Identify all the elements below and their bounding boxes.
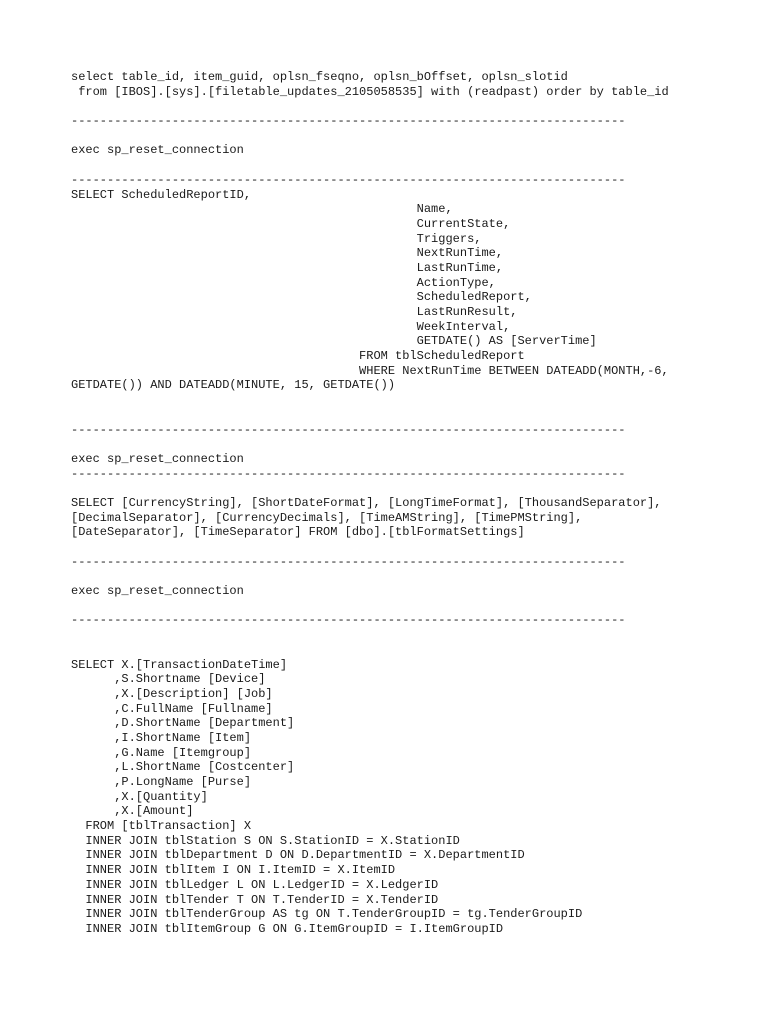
query3-line3: [DateSeparator], [TimeSeparator] FROM [dbo].[tblFormatSettings] [71, 525, 525, 540]
query2-where-continuation: GETDATE()) AND DATEADD(MINUTE, 15, GETDATE()) [71, 378, 396, 393]
query4-join-line: INNER JOIN tblStation S ON S.StationID = X.StationID [71, 833, 460, 848]
query2-column-line: LastRunTime, [71, 260, 504, 275]
blank-line [71, 599, 761, 614]
query1-line1: select table_id, item_guid, oplsn_fseqno, oplsn_bOffset, oplsn_slotid [71, 70, 568, 84]
query2-select-line: SELECT ScheduledReportID, [71, 187, 252, 202]
query2-column-line: WeekInterval, [71, 319, 511, 334]
query4-from-line: FROM [tblTransaction] X [71, 819, 252, 834]
blank-line [71, 99, 761, 114]
query2-column-line: LastRunResult, [71, 305, 518, 319]
separator-line: ----------------------------------------------------------------------------- [71, 613, 626, 628]
query4-column-line: ,X.[Quantity] [71, 789, 208, 804]
blank-line [71, 393, 761, 408]
query4-column-line: ,S.Shortname [Device] [71, 672, 266, 687]
separator-line: ----------------------------------------------------------------------------- [71, 114, 626, 129]
reset-connection-line: exec sp_reset_connection [71, 584, 244, 599]
query4-join-line: INNER JOIN tblDepartment D ON D.DepartmentID = X.DepartmentID [71, 848, 525, 863]
query4-column-line: ,X.[Amount] [71, 804, 194, 819]
blank-line [71, 643, 761, 658]
blank-line [71, 158, 761, 173]
query3-line2: [DecimalSeparator], [CurrencyDecimals], [TimeAMString], [TimePMString], [71, 510, 583, 525]
query4-column-line: ,C.FullName [Fullname] [71, 701, 273, 716]
query4-select-line: SELECT X.[TransactionDateTime] [71, 657, 288, 672]
blank-line [71, 540, 761, 555]
separator-line: ----------------------------------------------------------------------------- [71, 422, 626, 437]
blank-line [71, 408, 761, 423]
query2-column-line: Name, [71, 202, 453, 217]
separator-line: ----------------------------------------------------------------------------- [71, 172, 626, 187]
query4-join-line: INNER JOIN tblItem I ON I.ItemID = X.ItemID [71, 863, 396, 878]
query4-column-line: ,I.ShortName [Item] [71, 730, 252, 745]
blank-line [71, 569, 761, 584]
query2-column-line: NextRunTime, [71, 246, 504, 261]
reset-connection-line: exec sp_reset_connection [71, 451, 244, 466]
separator-line: ----------------------------------------------------------------------------- [71, 466, 626, 481]
query2-where-line: WHERE NextRunTime BETWEEN DATEADD(MONTH,-6, [71, 363, 669, 378]
query4-column-line: ,X.[Description] [Job] [71, 686, 273, 701]
query2-column-line: GETDATE() AS [ServerTime] [71, 334, 597, 349]
blank-line [71, 437, 761, 452]
query2-column-line: ActionType, [71, 275, 496, 290]
query3-line1: SELECT [CurrencyString], [ShortDateFormat], [LongTimeFormat], [ThousandSeparator], [71, 495, 662, 510]
query2-column-line: Triggers, [71, 231, 482, 246]
query4-join-line: INNER JOIN tblLedger L ON L.LedgerID = X.LedgerID [71, 877, 439, 892]
reset-connection-line: exec sp_reset_connection [71, 143, 244, 158]
blank-line [71, 481, 761, 496]
query2-column-line: ScheduledReport, [71, 290, 532, 305]
query4-join-line: INNER JOIN tblTender T ON T.TenderID = X.TenderID [71, 892, 439, 907]
separator-line: ----------------------------------------------------------------------------- [71, 554, 626, 569]
query1-line2: from [IBOS].[sys].[filetable_updates_2105058535] with (readpast) order by table_id [71, 84, 669, 99]
query4-join-line: INNER JOIN tblTenderGroup AS tg ON T.TenderGroupID = tg.TenderGroupID [71, 907, 583, 922]
query4-join-line: INNER JOIN tblItemGroup G ON G.ItemGroupID = I.ItemGroupID [71, 921, 504, 936]
query2-column-line: CurrentState, [71, 216, 511, 231]
query4-column-line: ,P.LongName [Purse] [71, 775, 252, 789]
query4-column-line: ,G.Name [Itemgroup] [71, 745, 252, 760]
query2-from-line: FROM tblScheduledReport [71, 349, 525, 364]
query4-column-line: ,D.ShortName [Department] [71, 716, 295, 731]
sql-trace-document [71, 70, 761, 937]
blank-line [71, 628, 761, 643]
blank-line [71, 129, 761, 144]
query4-column-line: ,L.ShortName [Costcenter] [71, 760, 295, 775]
